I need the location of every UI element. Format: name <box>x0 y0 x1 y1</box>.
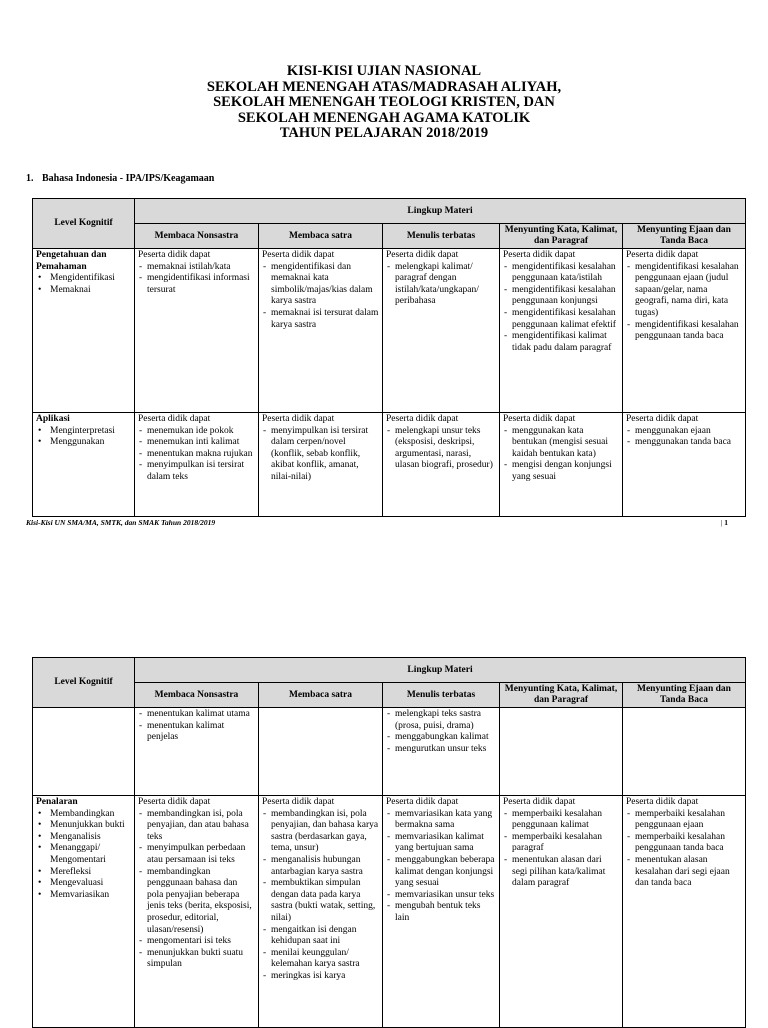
cell-intro: Peserta didik dapat <box>386 414 459 424</box>
list-item: - menentukan kalimat penjelas <box>147 721 255 744</box>
level-item: • Menanggapi/ Mengomentari <box>50 843 131 866</box>
cell-intro: Peserta didik dapat <box>503 414 576 424</box>
content-cell <box>135 796 259 1028</box>
level-item: • Menunjukkan bukti <box>50 820 131 832</box>
cell-intro: Peserta didik dapat <box>626 797 699 807</box>
list-item: - menentukan alasan dari segi pilihan kata/kalimat dalam paragraf <box>512 855 619 890</box>
list-item: - memperbaiki kesalahan paragraf <box>512 832 619 855</box>
list-item: - memperbaiki kesalahan penggunaan tanda baca <box>635 832 742 855</box>
section-heading <box>26 173 214 184</box>
content-cell <box>259 413 383 517</box>
table-row <box>33 413 746 517</box>
content-cell <box>135 249 259 413</box>
kisi-kisi-table-page-1 <box>32 198 746 517</box>
level-item: • Merefleksi <box>50 867 131 879</box>
list-item: - mengurutkan unsur teks <box>395 744 496 756</box>
list-item: - meringkas isi karya <box>271 971 379 983</box>
level-item: • Menggunakan <box>50 437 131 449</box>
list-item: - menggabungkan kalimat <box>395 732 496 744</box>
cell-list <box>138 426 255 484</box>
kisi-kisi-table-page-2 <box>32 657 746 1028</box>
list-item: - mengidentifikasi kesalahan penggunaan kalimat efektif <box>512 308 619 331</box>
list-item: - memperbaiki kesalahan penggunaan ejaan <box>635 809 742 832</box>
list-item: - melengkapi teks sastra (prosa, puisi, drama) <box>395 709 496 732</box>
content-cell <box>383 249 500 413</box>
document-page-2 <box>0 648 768 1024</box>
list-item: - membuktikan simpulan dengan data pada karya sastra (bukti watak, setting, nilai) <box>271 878 379 924</box>
list-item: - melengkapi unsur teks (eksposisi, deskripsi, argumentasi, narasi, ulasan biografi, prosedur) <box>395 426 496 472</box>
table-row <box>33 708 746 796</box>
table-row <box>33 249 746 413</box>
list-item: - melengkapi kalimat/ paragraf dengan istilah/kata/ungkapan/ peribahasa <box>395 262 496 308</box>
list-item: - mengidentifikasi dan memaknai kata simbolik/majas/kias dalam karya sastra <box>271 262 379 308</box>
list-item: - menganalisis hubungan antarbagian karya sastra <box>271 855 379 878</box>
header-col: Membaca Nonsastra <box>135 224 259 249</box>
list-item: - membandingkan isi, pola penyajian, dan atau bahasa teks <box>147 809 255 844</box>
list-item: - menemukan ide pokok <box>147 426 255 438</box>
cell-intro: Peserta didik dapat <box>138 414 211 424</box>
table-row <box>33 796 746 1028</box>
level-item: • Memvariasikan <box>50 890 131 902</box>
cell-list <box>262 426 379 484</box>
list-item: - menunjukkan bukti suatu simpulan <box>147 948 255 971</box>
cell-list <box>386 809 496 925</box>
list-item: - mengidentifikasi kalimat tidak padu dalam paragraf <box>512 331 619 354</box>
cell-list <box>138 809 255 971</box>
cell-list <box>262 262 379 332</box>
list-item: - menggunakan tanda baca <box>635 437 742 449</box>
list-item: - mengidentifikasi kesalahan penggunaan tanda baca <box>635 320 742 343</box>
level-title: Pengetahuan dan Pemahaman <box>36 250 107 272</box>
cell-list <box>626 262 742 343</box>
cell-intro: Peserta didik dapat <box>262 797 335 807</box>
cell-intro: Peserta didik dapat <box>626 250 699 260</box>
level-item: • Menganalisis <box>50 832 131 844</box>
page-footer <box>26 518 746 527</box>
list-item: - menentukan alasan kesalahan dari segi ejaan dan tanda baca <box>635 855 742 890</box>
level-list <box>36 426 131 449</box>
content-cell <box>623 249 746 413</box>
cell-intro: Peserta didik dapat <box>386 797 459 807</box>
level-cell <box>33 796 135 1028</box>
list-item: - memaknai istilah/kata <box>147 262 255 274</box>
level-item: • Mengevaluasi <box>50 878 131 890</box>
header-col: Membaca satra <box>259 683 383 708</box>
cell-intro: Peserta didik dapat <box>262 414 335 424</box>
list-item: - menggabungkan beberapa kalimat dengan konjungsi yang sesuai <box>395 855 496 890</box>
list-item: - memvariasikan unsur teks <box>395 890 496 902</box>
content-cell <box>383 796 500 1028</box>
cell-list <box>626 809 742 890</box>
list-item: - menyimpulkan isi tersirat dalam teks <box>147 460 255 483</box>
cell-list <box>626 426 742 449</box>
header-lingkup: Lingkup Materi <box>135 658 746 683</box>
level-title: Penalaran <box>36 797 78 807</box>
level-cell <box>33 708 135 796</box>
level-cell <box>33 249 135 413</box>
list-item: - memvariasikan kalimat yang bertujuan sama <box>395 832 496 855</box>
page-number: | 1 <box>720 518 728 527</box>
cell-intro: Peserta didik dapat <box>503 797 576 807</box>
header-col: Menyunting Ejaan dan Tanda Baca <box>623 683 746 708</box>
cell-intro: Peserta didik dapat <box>138 797 211 807</box>
list-item: - mengubah bentuk teks lain <box>395 901 496 924</box>
list-item: - mengidentifikasi kesalahan penggunaan ejaan (judul sapaan/gelar, nama geografi, nama diri, kata tugas) <box>635 262 742 320</box>
cell-intro: Peserta didik dapat <box>626 414 699 424</box>
list-item: - menggunakan ejaan <box>635 426 742 438</box>
level-item: • Membandingkan <box>50 809 131 821</box>
header-col: Menyunting Ejaan dan Tanda Baca <box>623 224 746 249</box>
list-item: - mengomentari isi teks <box>147 936 255 948</box>
list-item: - membandingkan penggunaan bahasa dan pola penyajian beberapa jenis teks (berita, eksposisi, prosedur, editorial, ulasan/resensi) <box>147 867 255 937</box>
list-item: - mengidentifikasi kesalahan penggunaan konjungsi <box>512 285 619 308</box>
cell-list <box>138 262 255 297</box>
cell-list <box>503 809 619 890</box>
header-col: Membaca satra <box>259 224 383 249</box>
cell-intro: Peserta didik dapat <box>138 250 211 260</box>
header-col: Menulis terbatas <box>383 224 500 249</box>
document-title <box>0 64 768 142</box>
level-list <box>36 273 131 296</box>
list-item: - menyimpulkan perbedaan atau persamaan isi teks <box>147 843 255 866</box>
header-level: Level Kognitif <box>33 658 135 708</box>
footer-text: Kisi-Kisi UN SMA/MA, SMTK, dan SMAK Tahun 2018/2019 <box>26 518 216 527</box>
content-cell <box>500 413 623 517</box>
list-item: - menilai keunggulan/ kelemahan karya sastra <box>271 948 379 971</box>
cell-intro: Peserta didik dapat <box>386 250 459 260</box>
cell-list <box>503 262 619 355</box>
section-label: Bahasa Indonesia - IPA/IPS/Keagamaan <box>42 173 215 184</box>
title-line: SEKOLAH MENENGAH ATAS/MADRASAH ALIYAH, <box>206 78 562 95</box>
cell-list <box>386 426 496 472</box>
content-cell <box>259 796 383 1028</box>
cell-list <box>386 262 496 308</box>
content-cell <box>500 249 623 413</box>
section-number: 1. <box>26 173 34 184</box>
list-item: - mengaitkan isi dengan kehidupan saat ini <box>271 925 379 948</box>
content-cell <box>383 708 500 796</box>
content-cell <box>135 413 259 517</box>
content-cell <box>259 249 383 413</box>
title-line: SEKOLAH MENENGAH TEOLOGI KRISTEN, DAN <box>213 94 555 110</box>
content-cell <box>623 413 746 517</box>
header-col: Menulis terbatas <box>383 683 500 708</box>
level-item: • Menginterpretasi <box>50 426 131 438</box>
content-cell <box>259 708 383 796</box>
content-cell <box>383 413 500 517</box>
list-item: - memperbaiki kesalahan penggunaan kalimat <box>512 809 619 832</box>
list-item: - menyimpulkan isi tersirat dalam cerpen/novel (konflik, sebab konflik, akibat konflik, amanat, nilai-nilai) <box>271 426 379 484</box>
cell-list <box>138 709 255 744</box>
list-item: - menentukan kalimat utama <box>147 709 255 721</box>
list-item: - memvariasikan kata yang bermakna sama <box>395 809 496 832</box>
list-item: - mengidentifikasi kesalahan penggunaan kata/istilah <box>512 262 619 285</box>
cell-list <box>262 809 379 983</box>
level-list <box>36 809 131 902</box>
content-cell <box>500 708 623 796</box>
cell-intro: Peserta didik dapat <box>503 250 576 260</box>
level-title: Aplikasi <box>36 414 70 424</box>
title-line: KISI-KISI UJIAN NASIONAL <box>286 63 482 79</box>
header-level: Level Kognitif <box>33 199 135 249</box>
list-item: - menentukan makna rujukan <box>147 449 255 461</box>
header-col: Menyunting Kata, Kalimat, dan Paragraf <box>500 224 623 249</box>
level-item: • Mengidentifikasi <box>50 273 131 285</box>
list-item: - menemukan inti kalimat <box>147 437 255 449</box>
content-cell <box>135 708 259 796</box>
cell-list <box>503 426 619 484</box>
page-gap <box>0 540 768 648</box>
list-item: - mengisi dengan konjungsi yang sesuai <box>512 460 619 483</box>
cell-list <box>386 709 496 755</box>
level-cell <box>33 413 135 517</box>
header-col: Membaca Nonsastra <box>135 683 259 708</box>
list-item: - menggunakan kata bentukan (mengisi sesuai kaidah bentukan kata) <box>512 426 619 461</box>
content-cell <box>500 796 623 1028</box>
title-line: SEKOLAH MENENGAH AGAMA KATOLIK <box>237 109 531 126</box>
list-item: - memaknai isi tersurat dalam karya sastra <box>271 308 379 331</box>
list-item: - membandingkan isi, pola penyajian, dan bahasa karya sastra (berdasarkan gaya, tema, unsur) <box>271 809 379 855</box>
content-cell <box>623 796 746 1028</box>
title-line: TAHUN PELAJARAN 2018/2019 <box>279 125 489 141</box>
header-col: Menyunting Kata, Kalimat, dan Paragraf <box>500 683 623 708</box>
level-item: • Memaknai <box>50 285 131 297</box>
header-lingkup: Lingkup Materi <box>135 199 746 224</box>
content-cell <box>623 708 746 796</box>
cell-intro: Peserta didik dapat <box>262 250 335 260</box>
list-item: - mengidentifikasi informasi tersurat <box>147 273 255 296</box>
